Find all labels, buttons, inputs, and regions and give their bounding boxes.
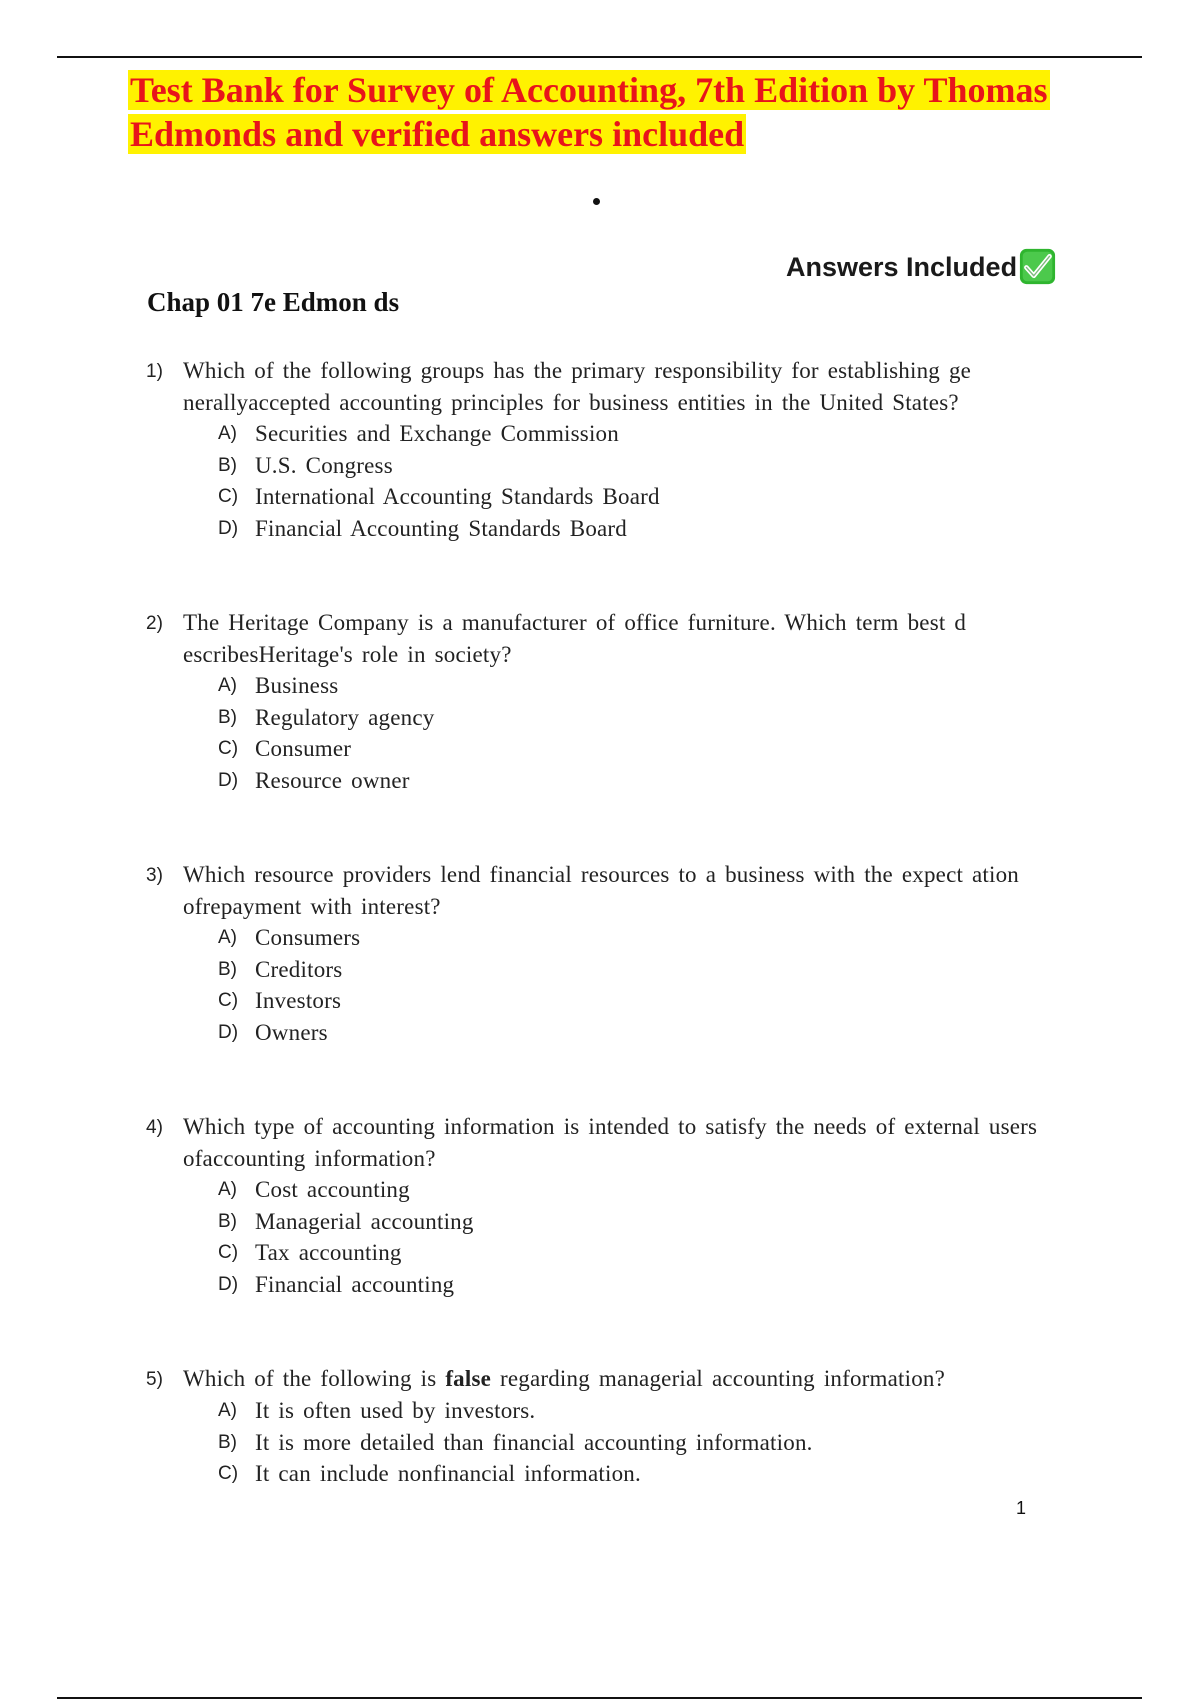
option-a bbox=[218, 1174, 1046, 1206]
option-b bbox=[218, 1427, 1046, 1459]
question-5 bbox=[146, 1363, 1046, 1490]
option-letter: A) bbox=[218, 1179, 237, 1200]
question-text-emphasis: false bbox=[445, 1366, 492, 1391]
option-letter: B) bbox=[218, 454, 237, 476]
question-number: 3) bbox=[146, 865, 163, 886]
option-b bbox=[218, 450, 1046, 482]
option-text: It is often used by investors. bbox=[255, 1398, 536, 1423]
option-b bbox=[218, 702, 1046, 734]
option-letter: B) bbox=[218, 958, 237, 980]
option-text: U.S. Congress bbox=[255, 452, 393, 478]
option-letter: D) bbox=[218, 769, 239, 791]
option-letter: A) bbox=[218, 1400, 237, 1421]
option-text: Regulatory agency bbox=[255, 704, 435, 730]
option-letter: D) bbox=[218, 1273, 239, 1295]
question-number: 4) bbox=[146, 1117, 163, 1138]
answers-included-label: Answers Included bbox=[786, 251, 1018, 282]
option-b bbox=[218, 1206, 1046, 1238]
title-line-2: Edmonds and verified answers included bbox=[130, 114, 745, 154]
option-c bbox=[218, 1458, 1046, 1490]
option-text: Cost accounting bbox=[255, 1177, 410, 1202]
check-mark-button-icon bbox=[1019, 248, 1056, 285]
option-text: Business bbox=[255, 673, 339, 698]
option-text: Tax accounting bbox=[255, 1240, 402, 1265]
question-number: 2) bbox=[146, 613, 163, 634]
option-d bbox=[218, 1269, 1046, 1301]
document-title bbox=[128, 68, 1128, 156]
option-text: Consumers bbox=[255, 925, 361, 950]
option-a bbox=[218, 922, 1046, 954]
bullet-dot bbox=[593, 198, 600, 205]
option-list bbox=[218, 1395, 1046, 1490]
question-text: The Heritage Company is a manufacturer of office furniture. Which term best d escribesHeritage's role in society? bbox=[183, 610, 967, 667]
chapter-heading: Chap 01 7e Edmon ds bbox=[147, 287, 400, 317]
option-list bbox=[218, 418, 1046, 544]
answers-included-badge bbox=[786, 248, 1056, 285]
option-list bbox=[218, 670, 1046, 796]
title-line-1: Test Bank for Survey of Accounting, 7th Edition by Thomas bbox=[130, 70, 1048, 110]
option-letter: C) bbox=[218, 1242, 239, 1263]
option-d bbox=[218, 1017, 1046, 1049]
bottom-rule bbox=[57, 1697, 1142, 1699]
question-3 bbox=[146, 859, 1046, 1048]
question-2 bbox=[146, 607, 1046, 796]
option-c bbox=[218, 733, 1046, 765]
option-b bbox=[218, 954, 1046, 986]
option-a bbox=[218, 670, 1046, 702]
option-text: Financial Accounting Standards Board bbox=[255, 515, 627, 541]
question-number: 1) bbox=[146, 361, 163, 382]
option-a bbox=[218, 1395, 1046, 1427]
question-text-after: regarding managerial accounting information? bbox=[499, 1366, 946, 1391]
question-number: 5) bbox=[146, 1369, 163, 1390]
page-number: 1 bbox=[1016, 1498, 1027, 1518]
option-letter: C) bbox=[218, 1463, 239, 1484]
option-letter: C) bbox=[218, 486, 239, 507]
option-text: Managerial accounting bbox=[255, 1208, 474, 1234]
option-list bbox=[218, 1174, 1046, 1300]
option-letter: B) bbox=[218, 1210, 237, 1232]
question-text-before: Which of the following is bbox=[183, 1366, 437, 1391]
option-text: Owners bbox=[255, 1019, 328, 1045]
question-text: Which of the following groups has the primary responsibility for establishing ge nerallyaccepted accounting principles for business entities in the United States? bbox=[183, 358, 972, 415]
option-letter: C) bbox=[218, 990, 239, 1011]
option-text: Investors bbox=[255, 988, 342, 1013]
option-text: Consumer bbox=[255, 736, 352, 761]
question-4 bbox=[146, 1111, 1046, 1300]
option-letter: B) bbox=[218, 1431, 237, 1453]
option-letter: A) bbox=[218, 675, 237, 696]
option-letter: D) bbox=[218, 517, 239, 539]
option-a bbox=[218, 418, 1046, 450]
top-rule bbox=[57, 56, 1142, 58]
option-letter: D) bbox=[218, 1021, 239, 1043]
option-d bbox=[218, 765, 1046, 797]
option-text: Resource owner bbox=[255, 767, 410, 793]
option-letter: B) bbox=[218, 706, 237, 728]
question-text: Which resource providers lend financial resources to a business with the expect ation ofrepayment with interest? bbox=[183, 862, 1020, 919]
option-text: International Accounting Standards Board bbox=[255, 484, 660, 509]
option-letter: C) bbox=[218, 738, 239, 759]
option-text: Financial accounting bbox=[255, 1271, 455, 1297]
option-d bbox=[218, 513, 1046, 545]
option-text: Securities and Exchange Commission bbox=[255, 421, 619, 446]
question-text bbox=[183, 1363, 1043, 1395]
option-text: It is more detailed than financial accounting information. bbox=[255, 1429, 813, 1455]
option-list bbox=[218, 922, 1046, 1048]
option-text: It can include nonfinancial information. bbox=[255, 1461, 641, 1486]
option-c bbox=[218, 481, 1046, 513]
option-letter: A) bbox=[218, 423, 237, 444]
option-text: Creditors bbox=[255, 956, 343, 982]
option-c bbox=[218, 1237, 1046, 1269]
question-1 bbox=[146, 355, 1046, 544]
option-c bbox=[218, 985, 1046, 1017]
question-text: Which type of accounting information is intended to satisfy the needs of external users ofaccounting information? bbox=[183, 1114, 1038, 1171]
option-letter: A) bbox=[218, 927, 237, 948]
